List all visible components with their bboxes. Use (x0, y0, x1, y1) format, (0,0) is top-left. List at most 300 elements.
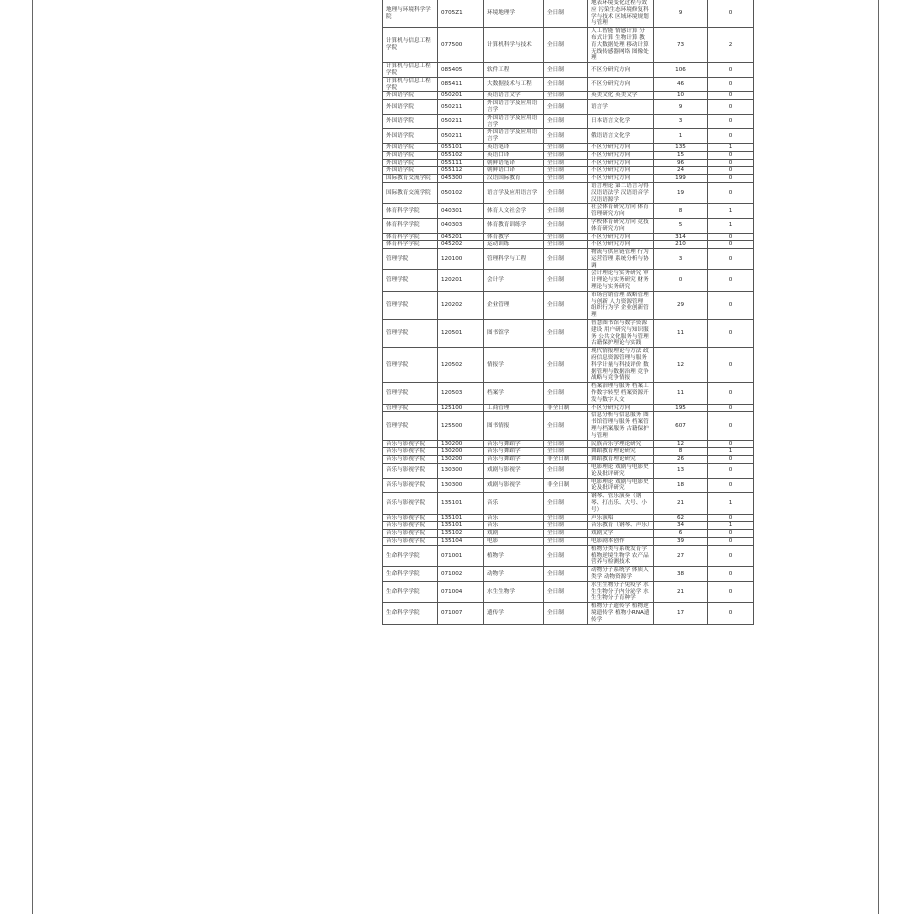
research-direction-cell: 不区分研究方向 (588, 159, 654, 167)
research-direction-cell: 不区分研究方向 (588, 175, 654, 183)
college-cell: 管理学院 (383, 249, 438, 270)
college-cell: 管理学院 (383, 291, 438, 319)
research-direction-cell: 市场营销管理 战略管理与创新 人力资源管理 组织行为学 企业创新管理 (588, 291, 654, 319)
major-code-cell: 120100 (438, 249, 484, 270)
college-cell: 生命科学学院 (383, 567, 438, 582)
research-direction-cell: 音乐教育（钢琴、声乐） (588, 522, 654, 530)
exempt-cell: 0 (708, 249, 754, 270)
major-code-cell: 135101 (438, 493, 484, 514)
college-cell: 音乐与影视学院 (383, 514, 438, 522)
study-mode-cell: 全日制 (544, 143, 588, 151)
applicants-cell: 314 (654, 233, 708, 241)
table-row (383, 204, 754, 219)
table-row (383, 114, 754, 129)
college-cell: 地理与环境科学学院 (383, 0, 438, 28)
major-name-cell: 体育人文社会学 (484, 204, 544, 219)
exempt-cell: 1 (708, 522, 754, 530)
major-name-cell: 音乐与舞蹈学 (484, 456, 544, 464)
exempt-cell: 0 (708, 182, 754, 203)
major-code-cell: 055112 (438, 167, 484, 175)
table-row (383, 320, 754, 348)
major-code-cell: 130200 (438, 440, 484, 448)
applicants-cell: 96 (654, 159, 708, 167)
applicants-cell: 13 (654, 464, 708, 479)
applicants-cell: 1 (654, 129, 708, 144)
table-row (383, 143, 754, 151)
study-mode-cell: 全日制 (544, 92, 588, 100)
table-row (383, 493, 754, 514)
table-row (383, 478, 754, 493)
research-direction-cell: 电影理论 戏剧与电影史论及批评研究 (588, 478, 654, 493)
research-direction-cell: 日本语言文化学 (588, 114, 654, 129)
table-row (383, 92, 754, 100)
research-direction-cell: 不区分研究方向 (588, 167, 654, 175)
college-cell: 外国语学院 (383, 159, 438, 167)
study-mode-cell: 全日制 (544, 100, 588, 115)
table-row (383, 456, 754, 464)
exempt-cell: 0 (708, 129, 754, 144)
study-mode-cell: 全日制 (544, 270, 588, 291)
major-code-cell: 045202 (438, 241, 484, 249)
major-code-cell: 077500 (438, 28, 484, 63)
applicants-cell: 607 (654, 412, 708, 440)
exempt-cell: 0 (708, 241, 754, 249)
major-name-cell: 管理科学与工程 (484, 249, 544, 270)
major-code-cell: 071004 (438, 581, 484, 602)
applicants-cell: 210 (654, 241, 708, 249)
major-name-cell: 音乐 (484, 493, 544, 514)
study-mode-cell: 全日制 (544, 514, 588, 522)
table-row (383, 412, 754, 440)
major-code-cell: 125500 (438, 412, 484, 440)
major-code-cell: 085405 (438, 63, 484, 78)
table-row (383, 241, 754, 249)
table-row (383, 167, 754, 175)
study-mode-cell: 全日制 (544, 151, 588, 159)
research-direction-cell: 声乐演唱 (588, 514, 654, 522)
study-mode-cell: 全日制 (544, 0, 588, 28)
study-mode-cell: 全日制 (544, 28, 588, 63)
research-direction-cell: 物流与供应链管理 行为运营管理 系统分析与协调 (588, 249, 654, 270)
study-mode-cell: 全日制 (544, 241, 588, 249)
exempt-cell: 0 (708, 567, 754, 582)
major-name-cell: 音乐 (484, 522, 544, 530)
exempt-cell: 0 (708, 233, 754, 241)
table-row (383, 530, 754, 538)
major-name-cell: 朝鲜语笔译 (484, 159, 544, 167)
applicants-cell: 6 (654, 530, 708, 538)
exempt-cell: 0 (708, 440, 754, 448)
college-cell: 音乐与影视学院 (383, 478, 438, 493)
admission-table (382, 0, 754, 625)
applicants-cell: 39 (654, 537, 708, 545)
applicants-cell: 3 (654, 249, 708, 270)
research-direction-cell: 民族音乐学理论研究 (588, 440, 654, 448)
study-mode-cell: 全日制 (544, 249, 588, 270)
exempt-cell: 0 (708, 348, 754, 383)
applicants-cell: 10 (654, 92, 708, 100)
college-cell: 音乐与影视学院 (383, 493, 438, 514)
table-row (383, 270, 754, 291)
research-direction-cell: 会计理论与实务研究 审计理论与实务研究 财务理论与实务研究 (588, 270, 654, 291)
research-direction-cell: 学校体育研究方向 竞技体育研究方向 (588, 218, 654, 233)
major-name-cell: 运动训练 (484, 241, 544, 249)
study-mode-cell: 全日制 (544, 448, 588, 456)
applicants-cell: 5 (654, 218, 708, 233)
college-cell: 外国语学院 (383, 167, 438, 175)
exempt-cell: 0 (708, 77, 754, 92)
applicants-cell: 0 (654, 270, 708, 291)
college-cell: 音乐与影视学院 (383, 456, 438, 464)
major-code-cell: 120501 (438, 320, 484, 348)
table-row (383, 182, 754, 203)
major-name-cell: 植物学 (484, 545, 544, 566)
major-name-cell: 汉语国际教育 (484, 175, 544, 183)
research-direction-cell: 不区分研究方向 (588, 63, 654, 78)
exempt-cell: 0 (708, 545, 754, 566)
table-row (383, 151, 754, 159)
applicants-cell: 3 (654, 114, 708, 129)
exempt-cell: 1 (708, 448, 754, 456)
study-mode-cell: 全日制 (544, 77, 588, 92)
study-mode-cell: 全日制 (544, 412, 588, 440)
table-row (383, 603, 754, 624)
major-name-cell: 遗传学 (484, 603, 544, 624)
table-row (383, 545, 754, 566)
major-code-cell: 050211 (438, 114, 484, 129)
research-direction-cell: 语言学 (588, 100, 654, 115)
major-code-cell: 055101 (438, 143, 484, 151)
exempt-cell: 0 (708, 581, 754, 602)
applicants-cell: 21 (654, 581, 708, 602)
college-cell: 国际教育交流学院 (383, 175, 438, 183)
research-direction-cell: 社会体育研究方向 体育管理研究方向 (588, 204, 654, 219)
study-mode-cell: 全日制 (544, 233, 588, 241)
table-row (383, 159, 754, 167)
college-cell: 外国语学院 (383, 143, 438, 151)
major-name-cell: 环境地理学 (484, 0, 544, 28)
table-row (383, 63, 754, 78)
study-mode-cell: 全日制 (544, 493, 588, 514)
major-name-cell: 体育教学 (484, 233, 544, 241)
study-mode-cell: 全日制 (544, 348, 588, 383)
applicants-cell: 8 (654, 448, 708, 456)
major-name-cell: 企业管理 (484, 291, 544, 319)
college-cell: 计算机与信息工程学院 (383, 28, 438, 63)
research-direction-cell: 不区分研究方向 (588, 77, 654, 92)
research-direction-cell: 语言理论 第二语言习得 汉语语法学 汉语语音学 汉语语源学 (588, 182, 654, 203)
applicants-cell: 38 (654, 567, 708, 582)
major-code-cell: 120503 (438, 383, 484, 404)
major-code-cell: 071001 (438, 545, 484, 566)
study-mode-cell: 全日制 (544, 204, 588, 219)
exempt-cell: 2 (708, 28, 754, 63)
college-cell: 体育科学学院 (383, 204, 438, 219)
table-row (383, 291, 754, 319)
major-name-cell: 软件工程 (484, 63, 544, 78)
major-code-cell: 135104 (438, 537, 484, 545)
college-cell: 音乐与影视学院 (383, 530, 438, 538)
major-name-cell: 戏剧与影视学 (484, 464, 544, 479)
exempt-cell: 0 (708, 100, 754, 115)
study-mode-cell: 非全日制 (544, 478, 588, 493)
college-cell: 管理学院 (383, 320, 438, 348)
major-name-cell: 情报学 (484, 348, 544, 383)
college-cell: 生命科学学院 (383, 581, 438, 602)
research-direction-cell: 不区分研究方向 (588, 143, 654, 151)
research-direction-cell: 舞蹈教育理论研究 (588, 456, 654, 464)
exempt-cell: 0 (708, 159, 754, 167)
major-name-cell: 朝鲜语口译 (484, 167, 544, 175)
exempt-cell: 0 (708, 175, 754, 183)
research-direction-cell: 动物分子系统学 体质人类学 动物资源学 (588, 567, 654, 582)
table-row (383, 581, 754, 602)
major-code-cell: 055102 (438, 151, 484, 159)
exempt-cell: 1 (708, 204, 754, 219)
study-mode-cell: 全日制 (544, 537, 588, 545)
major-code-cell: 040301 (438, 204, 484, 219)
exempt-cell: 0 (708, 92, 754, 100)
major-code-cell: 0705Z1 (438, 0, 484, 28)
major-name-cell: 工商管理 (484, 404, 544, 412)
exempt-cell: 0 (708, 464, 754, 479)
research-direction-cell: 英美文化 英美文学 (588, 92, 654, 100)
table-row (383, 567, 754, 582)
major-code-cell: 050102 (438, 182, 484, 203)
exempt-cell: 0 (708, 167, 754, 175)
exempt-cell: 0 (708, 530, 754, 538)
applicants-cell: 195 (654, 404, 708, 412)
research-direction-cell: 不区分研究方向 (588, 233, 654, 241)
college-cell: 生命科学学院 (383, 603, 438, 624)
exempt-cell: 1 (708, 493, 754, 514)
major-code-cell: 050211 (438, 100, 484, 115)
research-direction-cell: 现代情报理论与方法 政府信息资源管理与服务 科学计量与科技评价 数据管理与数据治理 竞争战略与竞争情报 (588, 348, 654, 383)
study-mode-cell: 非全日制 (544, 404, 588, 412)
study-mode-cell: 全日制 (544, 440, 588, 448)
major-code-cell: 120201 (438, 270, 484, 291)
college-cell: 音乐与影视学院 (383, 440, 438, 448)
applicants-cell: 9 (654, 100, 708, 115)
major-code-cell: 130200 (438, 448, 484, 456)
applicants-cell: 26 (654, 456, 708, 464)
exempt-cell: 0 (708, 404, 754, 412)
table-row (383, 249, 754, 270)
exempt-cell: 0 (708, 383, 754, 404)
study-mode-cell: 非全日制 (544, 456, 588, 464)
applicants-cell: 11 (654, 383, 708, 404)
applicants-cell: 12 (654, 348, 708, 383)
exempt-cell: 0 (708, 291, 754, 319)
college-cell: 管理学院 (383, 404, 438, 412)
research-direction-cell: 不区分研究方向 (588, 151, 654, 159)
study-mode-cell: 全日制 (544, 522, 588, 530)
college-cell: 计算机与信息工程学院 (383, 63, 438, 78)
college-cell: 国际教育交流学院 (383, 182, 438, 203)
major-name-cell: 图书情报 (484, 412, 544, 440)
major-name-cell: 体育教育训练学 (484, 218, 544, 233)
major-code-cell: 135102 (438, 530, 484, 538)
exempt-cell: 0 (708, 270, 754, 291)
major-name-cell: 会计学 (484, 270, 544, 291)
college-cell: 计算机与信息工程学院 (383, 77, 438, 92)
college-cell: 外国语学院 (383, 129, 438, 144)
major-code-cell: 085411 (438, 77, 484, 92)
applicants-cell: 24 (654, 167, 708, 175)
college-cell: 外国语学院 (383, 100, 438, 115)
study-mode-cell: 全日制 (544, 383, 588, 404)
major-name-cell: 电影 (484, 537, 544, 545)
page-border-left (32, 0, 33, 914)
admission-table-body (383, 0, 754, 624)
major-code-cell: 045201 (438, 233, 484, 241)
research-direction-cell: 戏剧文学 (588, 530, 654, 538)
table-row (383, 522, 754, 530)
study-mode-cell: 全日制 (544, 63, 588, 78)
research-direction-cell: 不区分研究方向 (588, 241, 654, 249)
exempt-cell: 1 (708, 143, 754, 151)
table-row (383, 464, 754, 479)
major-code-cell: 120202 (438, 291, 484, 319)
applicants-cell: 27 (654, 545, 708, 566)
page-border-right (878, 0, 879, 914)
study-mode-cell: 全日制 (544, 291, 588, 319)
applicants-cell: 106 (654, 63, 708, 78)
exempt-cell: 0 (708, 320, 754, 348)
college-cell: 体育科学学院 (383, 241, 438, 249)
table-row (383, 233, 754, 241)
major-code-cell: 135101 (438, 514, 484, 522)
major-code-cell: 120502 (438, 348, 484, 383)
applicants-cell: 15 (654, 151, 708, 159)
exempt-cell: 1 (708, 218, 754, 233)
major-name-cell: 计算机科学与技术 (484, 28, 544, 63)
table-row (383, 537, 754, 545)
major-name-cell: 水生生物学 (484, 581, 544, 602)
college-cell: 生命科学学院 (383, 545, 438, 566)
college-cell: 音乐与影视学院 (383, 522, 438, 530)
applicants-cell: 19 (654, 182, 708, 203)
study-mode-cell: 全日制 (544, 159, 588, 167)
research-direction-cell: 舞蹈教育理论研究 (588, 448, 654, 456)
table-row (383, 514, 754, 522)
college-cell: 管理学院 (383, 383, 438, 404)
college-cell: 管理学院 (383, 270, 438, 291)
applicants-cell: 73 (654, 28, 708, 63)
major-code-cell: 130200 (438, 456, 484, 464)
exempt-cell: 0 (708, 537, 754, 545)
exempt-cell: 0 (708, 151, 754, 159)
exempt-cell: 0 (708, 514, 754, 522)
major-code-cell: 130300 (438, 464, 484, 479)
college-cell: 体育科学学院 (383, 218, 438, 233)
study-mode-cell: 全日制 (544, 167, 588, 175)
research-direction-cell: 电影理论 戏剧与电影史论及批评研究 (588, 464, 654, 479)
major-code-cell: 135101 (438, 522, 484, 530)
study-mode-cell: 全日制 (544, 129, 588, 144)
study-mode-cell: 全日制 (544, 218, 588, 233)
major-name-cell: 档案学 (484, 383, 544, 404)
major-name-cell: 大数据技术与工程 (484, 77, 544, 92)
exempt-cell: 0 (708, 412, 754, 440)
table-row (383, 100, 754, 115)
major-name-cell: 音乐与舞蹈学 (484, 440, 544, 448)
college-cell: 管理学院 (383, 348, 438, 383)
study-mode-cell: 全日制 (544, 182, 588, 203)
exempt-cell: 0 (708, 456, 754, 464)
study-mode-cell: 全日制 (544, 320, 588, 348)
research-direction-cell: 人工智能 情感计算 分布式计算 生物计算 教育大数据处理 移动计算 无线传感器网络 图像处理 (588, 28, 654, 63)
major-name-cell: 戏剧 (484, 530, 544, 538)
major-code-cell: 071002 (438, 567, 484, 582)
table-row (383, 28, 754, 63)
major-code-cell: 045300 (438, 175, 484, 183)
research-direction-cell: 信息分析与信息服务 图书馆管理与服务 档案管理与档案服务 古籍保护与管理 (588, 412, 654, 440)
table-row (383, 175, 754, 183)
table-row (383, 218, 754, 233)
research-direction-cell: 地表环境变化过程与效应 污染生态环境修复科学与技术 区域环境规划与管理 (588, 0, 654, 28)
major-name-cell: 动物学 (484, 567, 544, 582)
study-mode-cell: 全日制 (544, 530, 588, 538)
applicants-cell: 46 (654, 77, 708, 92)
table-row (383, 0, 754, 28)
study-mode-cell: 全日制 (544, 567, 588, 582)
major-name-cell: 音乐与舞蹈学 (484, 448, 544, 456)
table-row (383, 348, 754, 383)
major-name-cell: 英语口译 (484, 151, 544, 159)
major-code-cell: 050201 (438, 92, 484, 100)
applicants-cell: 135 (654, 143, 708, 151)
research-direction-cell: 俄语语言文化学 (588, 129, 654, 144)
table-row (383, 404, 754, 412)
major-code-cell: 125100 (438, 404, 484, 412)
college-cell: 管理学院 (383, 412, 438, 440)
major-name-cell: 外国语言学及应用语言学 (484, 114, 544, 129)
major-name-cell: 戏剧与影视学 (484, 478, 544, 493)
applicants-cell: 199 (654, 175, 708, 183)
applicants-cell: 29 (654, 291, 708, 319)
major-code-cell: 130300 (438, 478, 484, 493)
research-direction-cell: 不区分研究方向 (588, 404, 654, 412)
college-cell: 外国语学院 (383, 114, 438, 129)
applicants-cell: 17 (654, 603, 708, 624)
major-code-cell: 071007 (438, 603, 484, 624)
college-cell: 体育科学学院 (383, 233, 438, 241)
research-direction-cell: 水生生物分子免疫学 水生生物分子内分泌学 水生生物分子育种学 (588, 581, 654, 602)
table-row (383, 383, 754, 404)
college-cell: 外国语学院 (383, 92, 438, 100)
college-cell: 外国语学院 (383, 151, 438, 159)
major-code-cell: 050211 (438, 129, 484, 144)
exempt-cell: 0 (708, 63, 754, 78)
study-mode-cell: 全日制 (544, 114, 588, 129)
major-name-cell: 音乐 (484, 514, 544, 522)
table-row (383, 129, 754, 144)
study-mode-cell: 全日制 (544, 603, 588, 624)
research-direction-cell: 电影剧本创作 (588, 537, 654, 545)
applicants-cell: 12 (654, 440, 708, 448)
major-name-cell: 外国语言学及应用语言学 (484, 129, 544, 144)
major-name-cell: 外国语言学及应用语言学 (484, 100, 544, 115)
exempt-cell: 0 (708, 0, 754, 28)
exempt-cell: 0 (708, 478, 754, 493)
applicants-cell: 21 (654, 493, 708, 514)
research-direction-cell: 档案治理与服务 档案工作数字转型 档案资源开发与数字人文 (588, 383, 654, 404)
college-cell: 音乐与影视学院 (383, 464, 438, 479)
applicants-cell: 34 (654, 522, 708, 530)
major-name-cell: 英语笔译 (484, 143, 544, 151)
applicants-cell: 8 (654, 204, 708, 219)
